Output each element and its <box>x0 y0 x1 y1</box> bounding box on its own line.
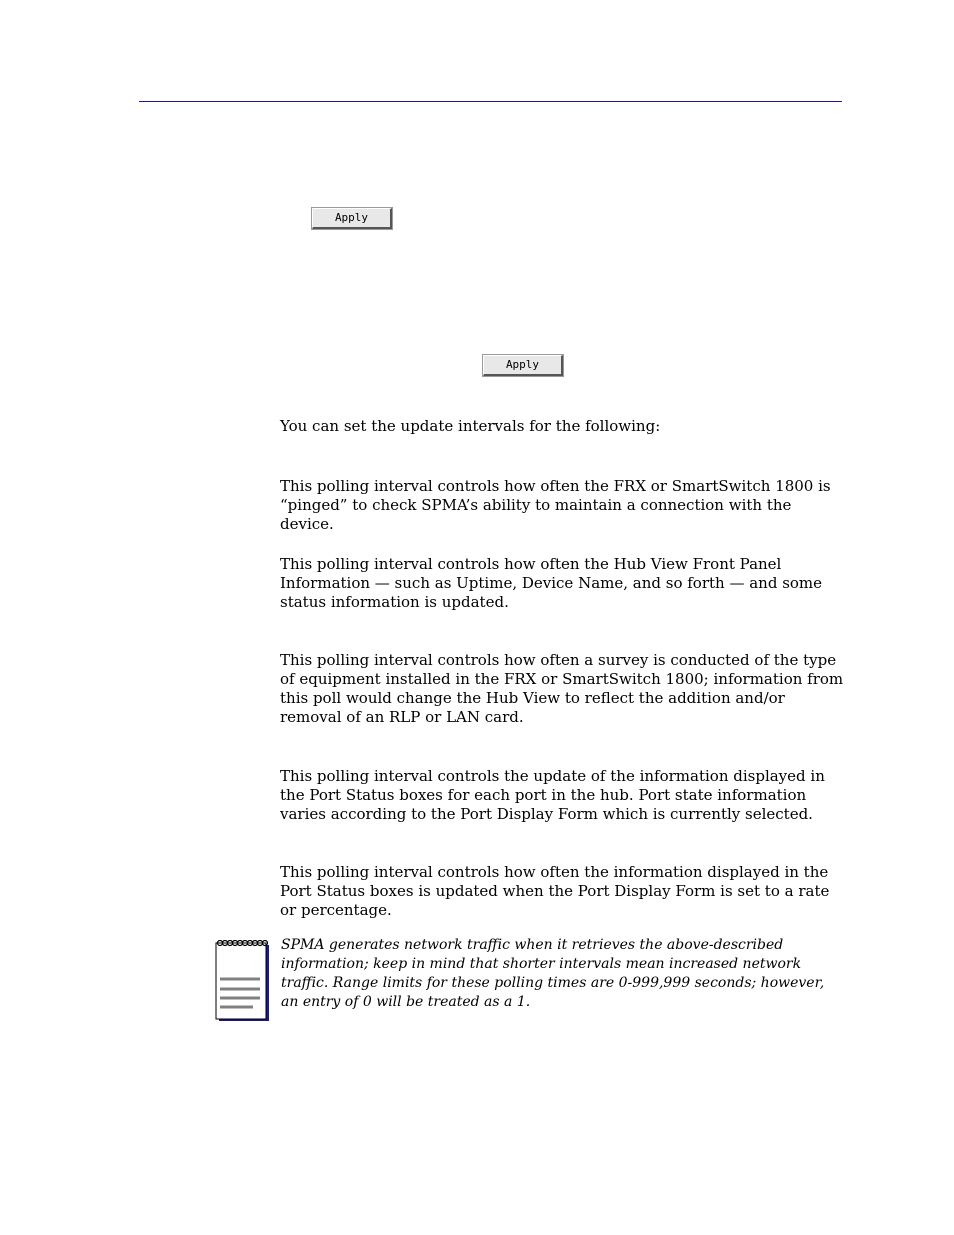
apply-button-secondary[interactable]: Apply <box>483 355 563 376</box>
intro-text: You can set the update intervals for the following: <box>280 417 661 435</box>
front-panel-interval-description: This polling interval controls how often the Hub View Front Panel Information — such as Uptime, Device Name, and so forth — and some status information is updated. <box>280 555 823 611</box>
notepad-icon <box>215 940 271 1022</box>
header-rule <box>139 101 842 102</box>
port-rate-interval-description: This polling interval controls how often the information displayed in the Port Status boxes is updated when the Port Display Form is set to a rate or percentage. <box>280 863 830 919</box>
apply-button[interactable]: Apply <box>312 208 392 229</box>
survey-interval-description: This polling interval controls how often a survey is conducted of the type of equipment installed in the FRX or SmartSwitch 1800; information from this poll would change the Hub View to reflect the addition and/or removal of an RLP or LAN card. <box>280 651 844 726</box>
ping-interval-description: This polling interval controls how often the FRX or SmartSwitch 1800 is “pinged” to check SPMA’s ability to maintain a connection with the device. <box>280 477 831 533</box>
note-text: SPMA generates network traffic when it retrieves the above-described information; keep in mind that shorter intervals mean increased network traffic. Range limits for these polling times are 0-999,999 seconds; however, an entry of 0 will be treated as a 1. <box>281 937 825 1010</box>
port-status-interval-description: This polling interval controls the update of the information displayed in the Port Status boxes for each port in the hub. Port state information varies according to the Port Display Form which is currently selected. <box>280 767 825 823</box>
